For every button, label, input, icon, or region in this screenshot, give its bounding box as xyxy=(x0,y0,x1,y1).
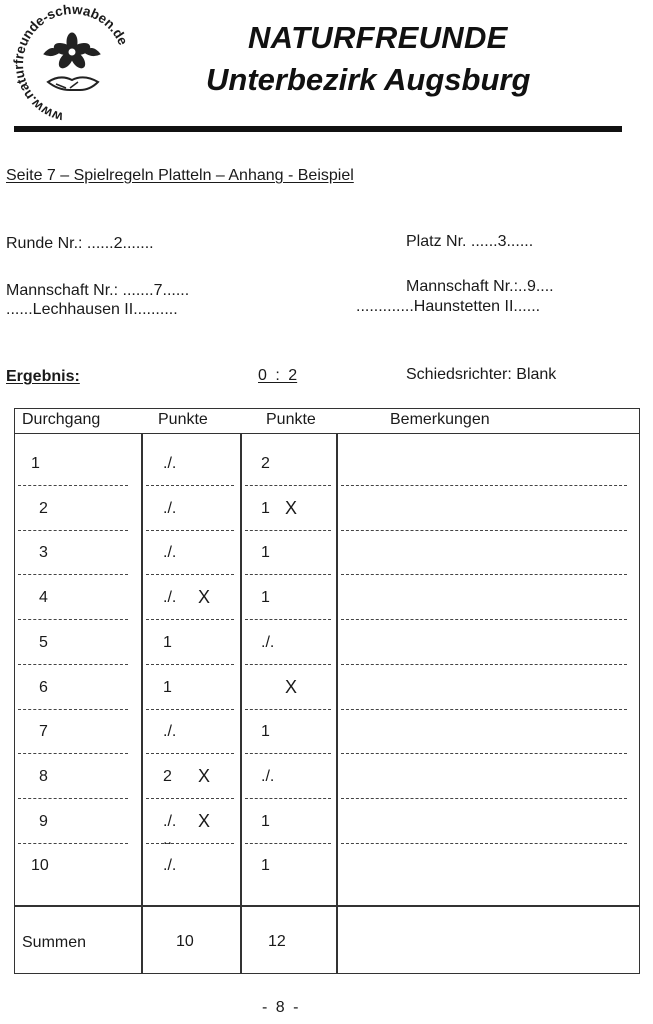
row-separator xyxy=(245,574,331,575)
row-separator xyxy=(18,485,128,486)
round-number: Runde Nr.: ......2....... xyxy=(6,235,154,252)
row-durchgang: 2 xyxy=(39,499,48,517)
row-punkte-right: 1 xyxy=(261,723,270,741)
team-left-number: Mannschaft Nr.: .......7...... xyxy=(6,282,190,299)
row-punkte-left: ./. .. xyxy=(163,812,177,848)
row-separator xyxy=(341,530,627,531)
sum-right: 12 xyxy=(268,933,286,950)
court-number: Platz Nr. ......3...... xyxy=(406,233,534,250)
header-bemerkungen: Bemerkungen xyxy=(390,411,490,428)
row-left-mark: X xyxy=(198,587,211,608)
row-separator xyxy=(18,843,128,844)
sum-label: Summen xyxy=(22,934,87,951)
row-durchgang: 6 xyxy=(39,678,48,696)
row-punkte-right: 1 xyxy=(261,544,270,562)
page-number: - 8 - xyxy=(262,999,301,1016)
row-durchgang: 3 xyxy=(39,544,48,562)
sum-divider xyxy=(15,905,639,907)
row-separator xyxy=(341,798,627,799)
row-separator xyxy=(245,530,331,531)
row-separator xyxy=(245,664,331,665)
row-punkte-right: 1 xyxy=(261,499,270,517)
row-separator xyxy=(341,843,627,844)
row-separator xyxy=(18,709,128,710)
row-separator xyxy=(146,530,234,531)
row-durchgang: 10 xyxy=(31,857,49,875)
row-separator xyxy=(146,709,234,710)
row-durchgang: 8 xyxy=(39,767,48,785)
row-punkte-left: ./. xyxy=(163,499,177,517)
row-separator xyxy=(18,574,128,575)
row-separator xyxy=(245,485,331,486)
row-durchgang: 1 xyxy=(31,455,40,472)
row-separator xyxy=(146,574,234,575)
row-punkte-right: 2 xyxy=(261,455,270,472)
logo-ring-text: www.naturfreunde-schwaben.de xyxy=(11,2,131,125)
table-header-row xyxy=(15,409,639,434)
row-durchgang: 5 xyxy=(39,633,48,651)
row-punkte-left: ./. xyxy=(163,589,177,607)
row-left-mark: X xyxy=(198,810,211,831)
row-punkte-right: 1 xyxy=(261,812,270,830)
row-punkte-left: ./. xyxy=(163,857,177,875)
row-durchgang: 7 xyxy=(39,723,48,741)
row-separator xyxy=(341,664,627,665)
header-punkte-right: Punkte xyxy=(266,411,316,428)
flower-handshake-icon xyxy=(44,33,100,90)
header-title-line2: Unterbezirk Augsburg xyxy=(206,62,531,97)
row-separator xyxy=(18,619,128,620)
row-punkte-left: ./. xyxy=(163,723,177,741)
row-separator xyxy=(341,709,627,710)
row-durchgang: 4 xyxy=(39,589,48,607)
row-punkte-left: ./. xyxy=(163,455,177,472)
team-right-number: Mannschaft Nr.:..9.... xyxy=(406,278,554,295)
column-divider xyxy=(240,433,242,973)
score-table xyxy=(14,408,640,974)
row-separator xyxy=(245,843,331,844)
row-separator xyxy=(18,664,128,665)
row-separator xyxy=(245,753,331,754)
row-separator xyxy=(245,798,331,799)
row-separator xyxy=(146,485,234,486)
row-punkte-right: ./. xyxy=(261,633,275,651)
column-divider xyxy=(336,433,338,973)
row-separator xyxy=(146,798,234,799)
row-punkte-right: 1 xyxy=(261,857,270,875)
header-punkte-left: Punkte xyxy=(158,411,208,428)
sum-left: 10 xyxy=(176,933,194,950)
row-punkte-left: 1 xyxy=(163,633,172,651)
row-separator xyxy=(146,664,234,665)
row-punkte-left: ./. xyxy=(163,544,177,562)
row-separator xyxy=(18,798,128,799)
row-separator xyxy=(341,619,627,620)
row-separator xyxy=(245,709,331,710)
column-divider xyxy=(141,433,143,973)
row-right-mark: X xyxy=(285,497,298,518)
row-separator xyxy=(245,619,331,620)
result-value: 0 : 2 xyxy=(258,367,298,384)
row-punkte-right: ./. xyxy=(261,767,275,785)
team-left-name: ......Lechhausen II.......... xyxy=(6,301,178,318)
row-punkte-left: 2 xyxy=(163,767,172,785)
row-separator xyxy=(341,753,627,754)
section-title: Seite 7 – Spielregeln Platteln – Anhang - Beispiel xyxy=(6,167,354,184)
row-separator xyxy=(341,485,627,486)
row-separator xyxy=(18,530,128,531)
referee: Schiedsrichter: Blank xyxy=(406,366,557,383)
row-left-mark: X xyxy=(198,765,211,786)
header-durchgang: Durchgang xyxy=(22,411,101,428)
header-title-line1: NATURFREUNDE xyxy=(248,20,508,55)
row-separator xyxy=(146,619,234,620)
header-divider xyxy=(14,126,622,132)
row-separator xyxy=(341,574,627,575)
row-punkte-left: 1 xyxy=(163,678,172,696)
row-separator xyxy=(146,753,234,754)
row-separator xyxy=(18,753,128,754)
row-right-mark: X xyxy=(285,676,298,697)
row-punkte-right: 1 xyxy=(261,589,270,607)
naturfreunde-logo xyxy=(8,2,138,130)
row-separator xyxy=(146,843,234,844)
team-right-name: .............Haunstetten II...... xyxy=(356,298,541,315)
row-durchgang: 9 xyxy=(39,812,48,830)
result-label: Ergebnis: xyxy=(6,368,80,385)
